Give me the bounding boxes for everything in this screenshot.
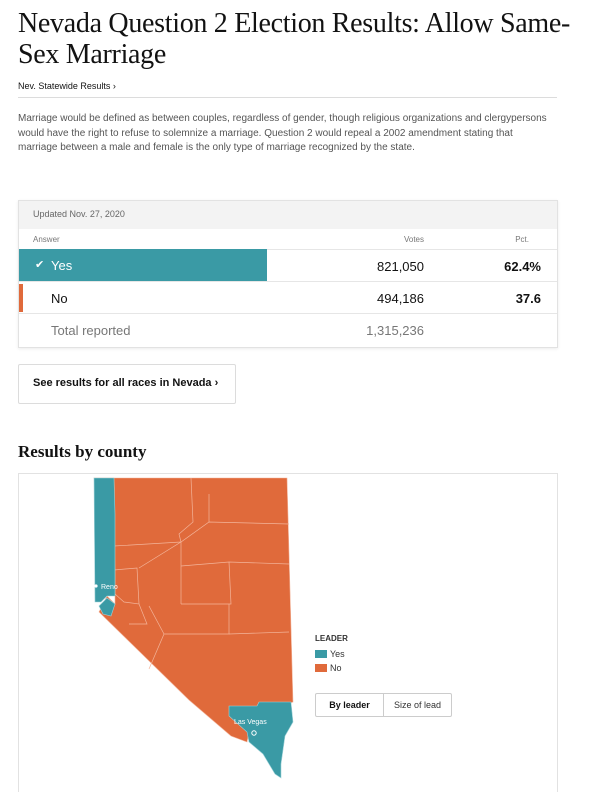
checkmark-icon: ✔ bbox=[35, 259, 45, 271]
updated-timestamp: Updated Nov. 27, 2020 bbox=[19, 201, 557, 229]
legend-item-no bbox=[315, 663, 342, 673]
results-table bbox=[18, 200, 558, 348]
no-votes: 494,186 bbox=[377, 291, 424, 306]
pct-column-header: Pct. bbox=[515, 235, 529, 244]
county-map-panel bbox=[18, 473, 558, 792]
county-section-title: Results by county bbox=[18, 442, 147, 461]
total-label: Total reported bbox=[51, 323, 131, 338]
answer-yes-label: Yes bbox=[51, 258, 73, 273]
yes-pct: 62.4% bbox=[504, 259, 541, 274]
no-color-marker bbox=[19, 284, 23, 312]
table-row-total bbox=[19, 313, 557, 345]
measure-description: Marriage would be defined as between couples, regardless of gender, though religious organizations and clergypersons would have the right to refuse to solemnize a marriage. Question 2 would repeal a 2002 amendment stating that marriage between a male and female is the only type of marriage recognized by the state. bbox=[18, 113, 547, 153]
all-races-button[interactable]: See results for all races in Nevada › bbox=[18, 364, 236, 404]
reno-marker bbox=[94, 584, 97, 587]
total-votes: 1,315,236 bbox=[366, 323, 424, 338]
legend-swatch-no bbox=[315, 664, 327, 672]
legend-item-yes bbox=[315, 649, 345, 659]
winner-bar bbox=[19, 249, 267, 281]
legend-label-yes: Yes bbox=[330, 649, 345, 659]
table-row-yes bbox=[19, 249, 557, 281]
table-header bbox=[19, 229, 557, 249]
reno-label: Reno bbox=[101, 584, 118, 591]
answer-no-label: No bbox=[51, 291, 68, 306]
map-mode-toggle bbox=[315, 693, 452, 717]
votes-column-header: Votes bbox=[403, 235, 424, 244]
legend-label-no: No bbox=[330, 663, 342, 673]
divider bbox=[18, 97, 557, 98]
table-row-no bbox=[19, 281, 557, 313]
las-vegas-label: Las Vegas bbox=[234, 719, 267, 726]
legend-swatch-yes bbox=[315, 650, 327, 658]
breadcrumb[interactable]: Nev. Statewide Results › bbox=[18, 81, 116, 91]
page-title: Nevada Question 2 Election Results: Allow Same-Sex Marriage bbox=[18, 8, 571, 70]
nevada-county-map[interactable] bbox=[19, 474, 559, 792]
by-leader-button[interactable]: By leader bbox=[316, 694, 384, 716]
yes-votes: 821,050 bbox=[377, 259, 424, 274]
county-region-yes-clark[interactable] bbox=[229, 702, 293, 778]
answer-column-header: Answer bbox=[33, 235, 60, 244]
no-pct: 37.6 bbox=[515, 291, 541, 306]
legend-title: LEADER bbox=[315, 634, 348, 643]
size-of-lead-button[interactable]: Size of lead bbox=[393, 700, 442, 710]
